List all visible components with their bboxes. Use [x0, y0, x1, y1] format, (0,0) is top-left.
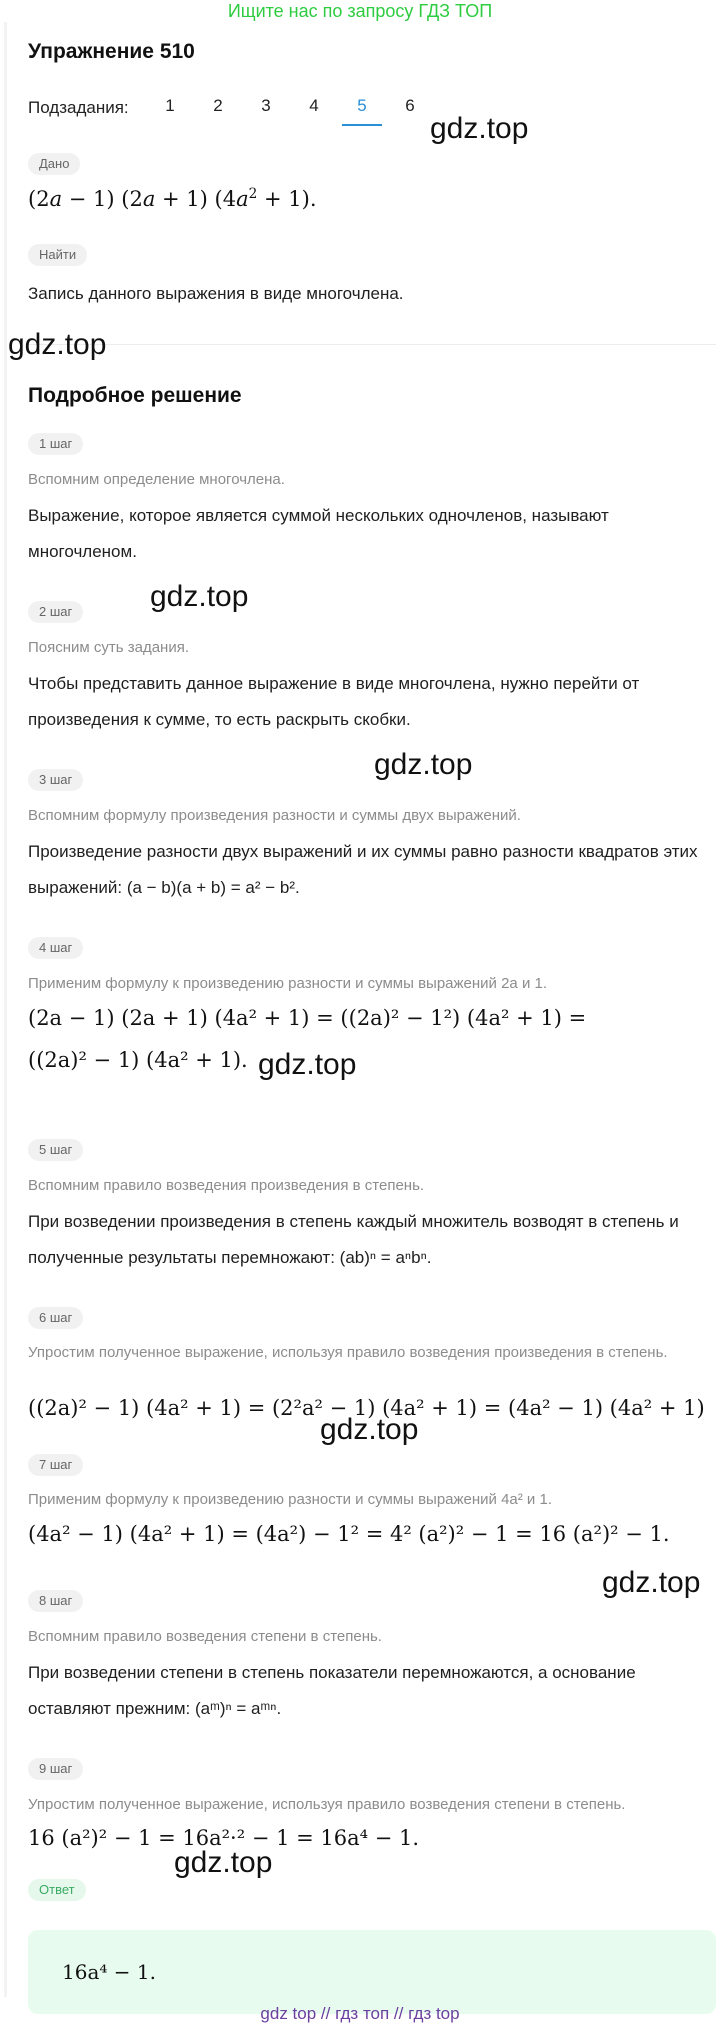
subtask-4[interactable]: 4 — [309, 96, 319, 115]
watermark: gdz.top — [8, 328, 107, 361]
watermark: gdz.top — [174, 1846, 273, 1879]
find-badge: Найти — [28, 244, 87, 266]
watermark: gdz.top — [258, 1048, 357, 1081]
subtask-1[interactable]: 1 — [165, 96, 175, 115]
step-hint: Вспомним определение многочлена. — [28, 471, 285, 488]
step-text: Чтобы представить данное выражение в виде многочлена, нужно перейти от произведения к сумме, то есть раскрыть скобки. — [28, 674, 640, 729]
subtasks-label: Подзадания: — [28, 98, 129, 117]
step-hint: Применим формулу к произведению разности и суммы выражений 4a² и 1. — [28, 1491, 552, 1508]
step-badge: 1 шаг — [28, 433, 83, 455]
step-badge: 5 шаг — [28, 1139, 83, 1161]
given-expression: (2a − 1) (2a + 1) $(4a^2 + 1)$. — [28, 186, 317, 211]
step-hint: Вспомним формулу произведения разности и суммы двух выражений. — [28, 807, 521, 824]
answer-badge: Ответ — [28, 1879, 86, 1901]
step-text: При возведении степени в степень показатели перемножаются, а основание оставляют прежним: (aᵐ)ⁿ = aᵐⁿ. — [28, 1663, 636, 1718]
watermark: gdz.top — [320, 1413, 419, 1446]
step-math-line-1: (2a − 1) (2a + 1) (4a² + 1) = ((2a)² − 1²) (4a² + 1) = — [28, 1006, 587, 1030]
watermark: gdz.top — [150, 580, 249, 613]
step-math: ((2a)² − 1) (4a² + 1) = (2²a² − 1) (4a² + 1) = (4a² − 1) (4a² + 1) — [28, 1396, 705, 1420]
section-divider — [28, 344, 716, 345]
step-badge: 8 шаг — [28, 1590, 83, 1612]
step-math: (4a² − 1) (4a² + 1) = (4a²) − 1² = 4² (a²)² − 1 = 16 (a²)² − 1. — [28, 1522, 670, 1546]
step-badge: 4 шаг — [28, 937, 83, 959]
given-badge: Дано — [28, 153, 80, 175]
step-hint: Упростим полученное выражение, используя правило возведения степени в степень. — [28, 1796, 626, 1813]
subtask-2[interactable]: 2 — [213, 96, 223, 115]
find-text: Запись данного выражения в виде многочлена. — [28, 284, 404, 303]
step-text: Выражение, которое является суммой нескольких одночленов, называют многочленом. — [28, 506, 609, 561]
answer-box — [28, 1930, 716, 2014]
subtask-3[interactable]: 3 — [261, 96, 271, 115]
solution-title: Подробное решение — [28, 384, 242, 407]
step-hint: Упростим полученное выражение, используя правило возведения произведения в степень. — [28, 1344, 668, 1361]
step-badge: 6 шаг — [28, 1307, 83, 1329]
step-text: При возведении произведения в степень каждый множитель возводят в степень и полученные результаты перемножают: (ab)ⁿ = aⁿbⁿ. — [28, 1212, 679, 1267]
step-text: Произведение разности двух выражений и их суммы равно разности квадратов этих выражений: (a − b)(a + b) = a² − b². — [28, 842, 698, 897]
step-math-line-2: ((2a)² − 1) (4a² + 1). — [28, 1048, 248, 1072]
step-hint: Поясним суть задания. — [28, 639, 190, 656]
footer-links[interactable]: gdz top // гдз топ // гдз top — [260, 2004, 460, 2023]
watermark: gdz.top — [602, 1566, 701, 1599]
watermark: gdz.top — [374, 748, 473, 781]
top-banner[interactable]: Ищите нас по запросу ГДЗ ТОП — [227, 1, 493, 21]
answer-value: 16a⁴ − 1. — [62, 1960, 156, 1984]
active-subtask-underline — [342, 124, 382, 126]
step-math: 16 (a²)² − 1 = 16a²·² − 1 = 16a⁴ − 1. — [28, 1826, 420, 1850]
step-hint: Вспомним правило возведения произведения в степень. — [28, 1177, 425, 1194]
step-badge: 7 шаг — [28, 1454, 83, 1476]
step-badge: 2 шаг — [28, 601, 83, 623]
page-title: Упражнение 510 — [28, 40, 195, 63]
step-hint: Применим формулу к произведению разности и суммы выражений 2a и 1. — [28, 975, 547, 992]
step-badge: 3 шаг — [28, 769, 83, 791]
subtask-6[interactable]: 6 — [405, 96, 415, 115]
exercise-card — [10, 22, 718, 1997]
watermark: gdz.top — [430, 112, 529, 145]
subtask-5-active[interactable]: 5 — [357, 96, 367, 115]
step-badge: 9 шаг — [28, 1758, 83, 1780]
step-hint: Вспомним правило возведения степени в степень. — [28, 1628, 382, 1645]
left-rule — [4, 22, 7, 1997]
